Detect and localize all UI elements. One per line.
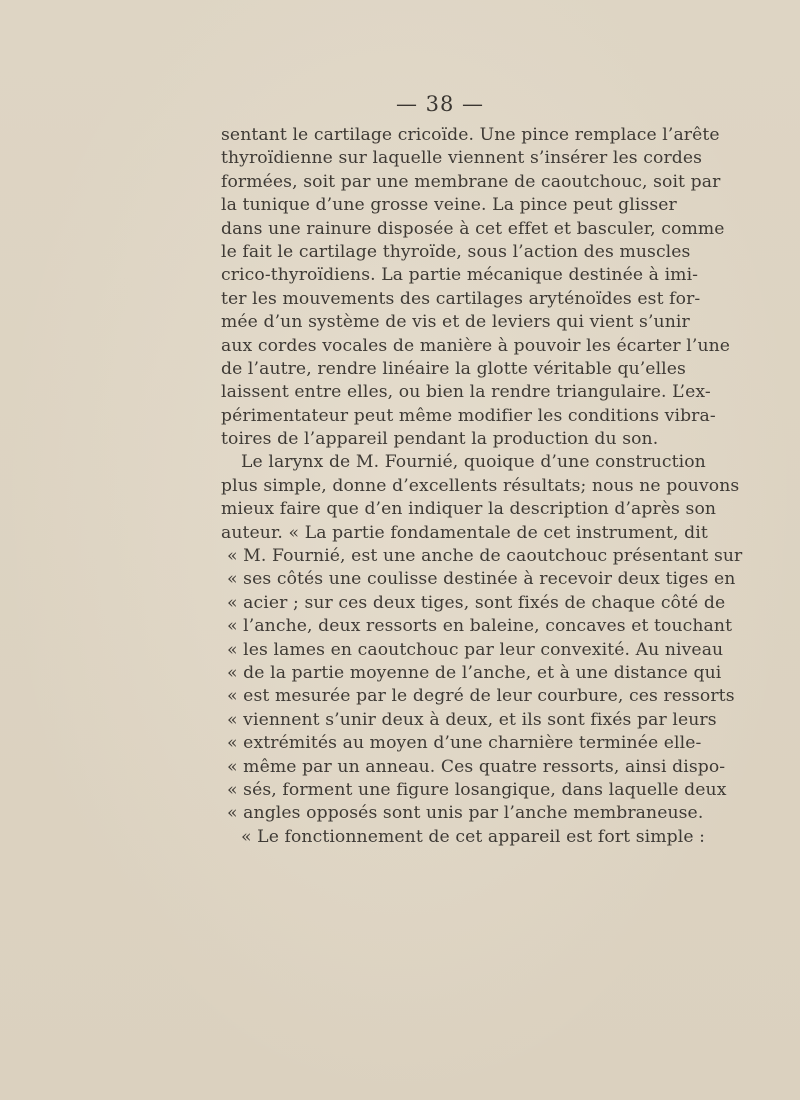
text-line: laissent entre elles, ou bien la rendre triangulaire. L’ex-	[221, 382, 711, 403]
text-line: mieux faire que d’en indiquer la description d’après son	[221, 499, 717, 520]
text-line: toires de l’appareil pendant la production du son.	[221, 429, 659, 450]
text-line: dans une rainure disposée à cet effet et basculer, comme	[221, 218, 725, 239]
body-text	[221, 124, 743, 849]
text-line: crico-thyroïdiens. La partie mécanique destinée à imi-	[221, 265, 699, 286]
quoted-line: « acier ; sur ces deux tiges, sont fixés de chaque côté de	[227, 592, 726, 613]
quoted-line: « ses côtés une coulisse destinée à recevoir deux tiges en	[227, 569, 736, 590]
quoted-line: « viennent s’unir deux à deux, et ils sont fixés par leurs	[227, 709, 717, 730]
quoted-line: « angles opposés sont unis par l’anche membraneuse.	[227, 803, 704, 824]
quoted-line: « est mesurée par le degré de leur courbure, ces ressorts	[227, 686, 735, 707]
page-number: — 38 —	[395, 92, 485, 116]
text-line: sentant le cartilage cricoïde. Une pince remplace l’arête	[221, 125, 720, 145]
quoted-line: « de la partie moyenne de l’anche, et à une distance qui	[227, 662, 722, 683]
quoted-line: « M. Fournié, est une anche de caoutchouc présentant sur	[227, 546, 743, 567]
quoted-line: « les lames en caoutchouc par leur convexité. Au niveau	[227, 639, 724, 660]
text-line: périmentateur peut même modifier les conditions vibra-	[221, 405, 716, 426]
paragraph-first-line: « Le fonctionnement de cet appareil est fort simple :	[241, 826, 706, 847]
quoted-line: « même par un anneau. Ces quatre ressorts, ainsi dispo-	[227, 756, 726, 777]
paragraph-first-line: Le larynx de M. Fournié, quoique d’une construction	[241, 452, 706, 473]
text-line: de l’autre, rendre linéaire la glotte véritable qu’elles	[221, 358, 686, 379]
text-line: aux cordes vocales de manière à pouvoir les écarter l’une	[221, 335, 731, 356]
text-line: mée d’un système de vis et de leviers qui vient s’unir	[221, 312, 690, 333]
text-line: la tunique d’une grosse veine. La pince peut glisser	[221, 195, 677, 216]
quoted-line: « sés, forment une figure losangique, dans laquelle deux	[227, 779, 727, 800]
quoted-line: « l’anche, deux ressorts en baleine, concaves et touchant	[227, 616, 733, 637]
text-line: auteur. « La partie fondamentale de cet instrument, dit	[221, 522, 708, 543]
text-line: formées, soit par une membrane de caoutchouc, soit par	[221, 171, 721, 192]
text-line: plus simple, donne d’excellents résultats; nous ne pouvons	[221, 475, 740, 496]
text-line: thyroïdienne sur laquelle viennent s’insérer les cordes	[221, 148, 703, 169]
text-line: le fait le cartilage thyroïde, sous l’action des muscles	[221, 241, 691, 262]
quoted-line: « extrémités au moyen d’une charnière terminée elle-	[227, 733, 702, 754]
text-line: ter les mouvements des cartilages aryténoïdes est for-	[221, 288, 701, 309]
